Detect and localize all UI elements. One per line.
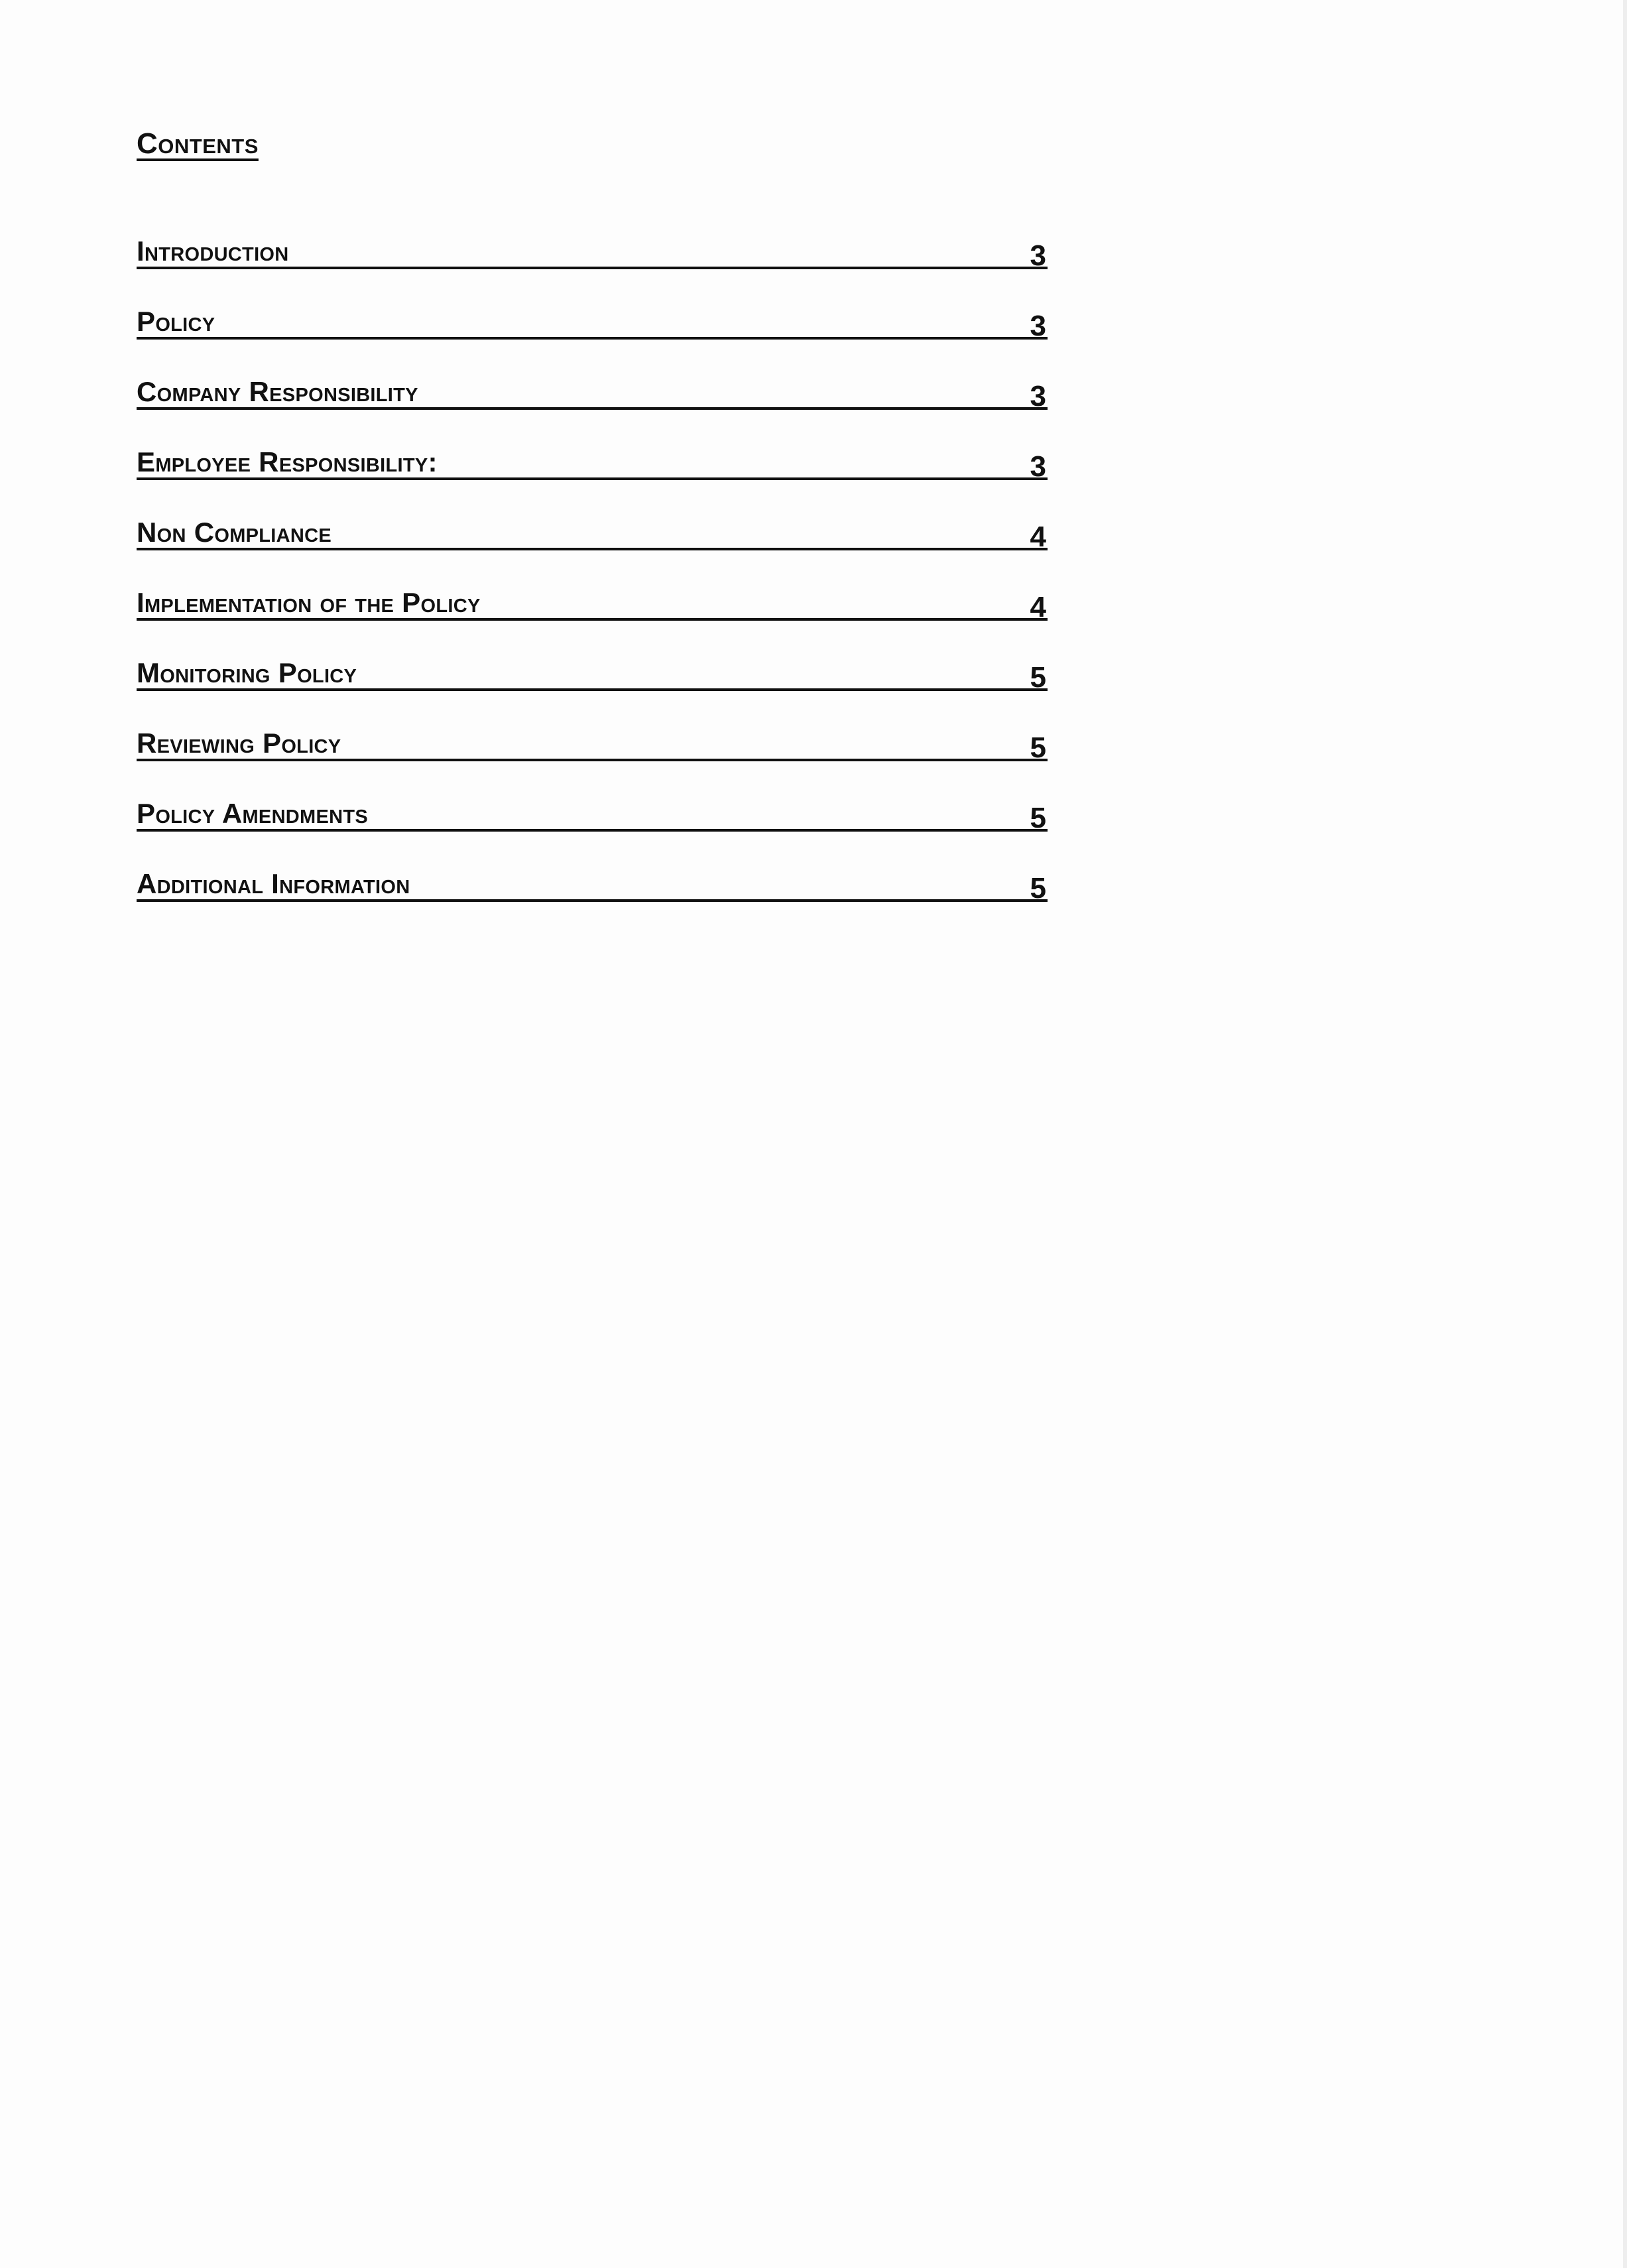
toc-entry-page-number: 4	[1030, 591, 1046, 623]
toc-entry-label: Company Responsibility	[137, 376, 418, 407]
toc-entry-company-responsibility[interactable]	[137, 340, 1048, 410]
toc-entry-page-number: 5	[1030, 802, 1046, 834]
contents-heading: Contents	[137, 127, 259, 160]
toc-entry-label: Reviewing Policy	[137, 727, 341, 759]
toc-entry-implementation[interactable]	[137, 550, 1048, 621]
toc-entry-reviewing-policy[interactable]	[137, 691, 1048, 764]
toc-entry-additional-information[interactable]	[137, 832, 1048, 905]
toc-entry-page-number: 5	[1030, 731, 1046, 764]
toc-entry-page-number: 3	[1030, 450, 1046, 483]
toc-entry-label: Policy	[137, 306, 215, 337]
toc-entry-non-compliance[interactable]	[137, 480, 1048, 553]
toc-entry-employee-responsibility[interactable]	[137, 410, 1048, 483]
toc-entry-label: Monitoring Policy	[137, 657, 357, 688]
toc-entry-label: Introduction	[137, 235, 289, 267]
toc-entry-label: Policy Amendments	[137, 798, 369, 829]
page-edge-shadow	[1623, 0, 1627, 2268]
table-of-contents	[137, 199, 1048, 905]
toc-entry-page-number: 4	[1030, 521, 1046, 553]
toc-entry-policy[interactable]	[137, 269, 1048, 340]
toc-entry-page-number: 3	[1030, 380, 1046, 412]
toc-entry-introduction[interactable]	[137, 199, 1048, 272]
toc-entry-page-number: 5	[1030, 661, 1046, 694]
toc-entry-page-number: 5	[1030, 872, 1046, 905]
toc-entry-policy-amendments[interactable]	[137, 761, 1048, 832]
toc-entry-label: Non Compliance	[137, 517, 332, 548]
toc-entry-label: Implementation of the Policy	[137, 587, 481, 618]
toc-entry-label: Additional Information	[137, 868, 410, 899]
toc-entry-page-number: 3	[1030, 239, 1046, 272]
toc-entry-page-number: 3	[1030, 310, 1046, 342]
toc-entry-label: Employee Responsibility:	[137, 446, 438, 477]
toc-entry-monitoring-policy[interactable]	[137, 621, 1048, 694]
